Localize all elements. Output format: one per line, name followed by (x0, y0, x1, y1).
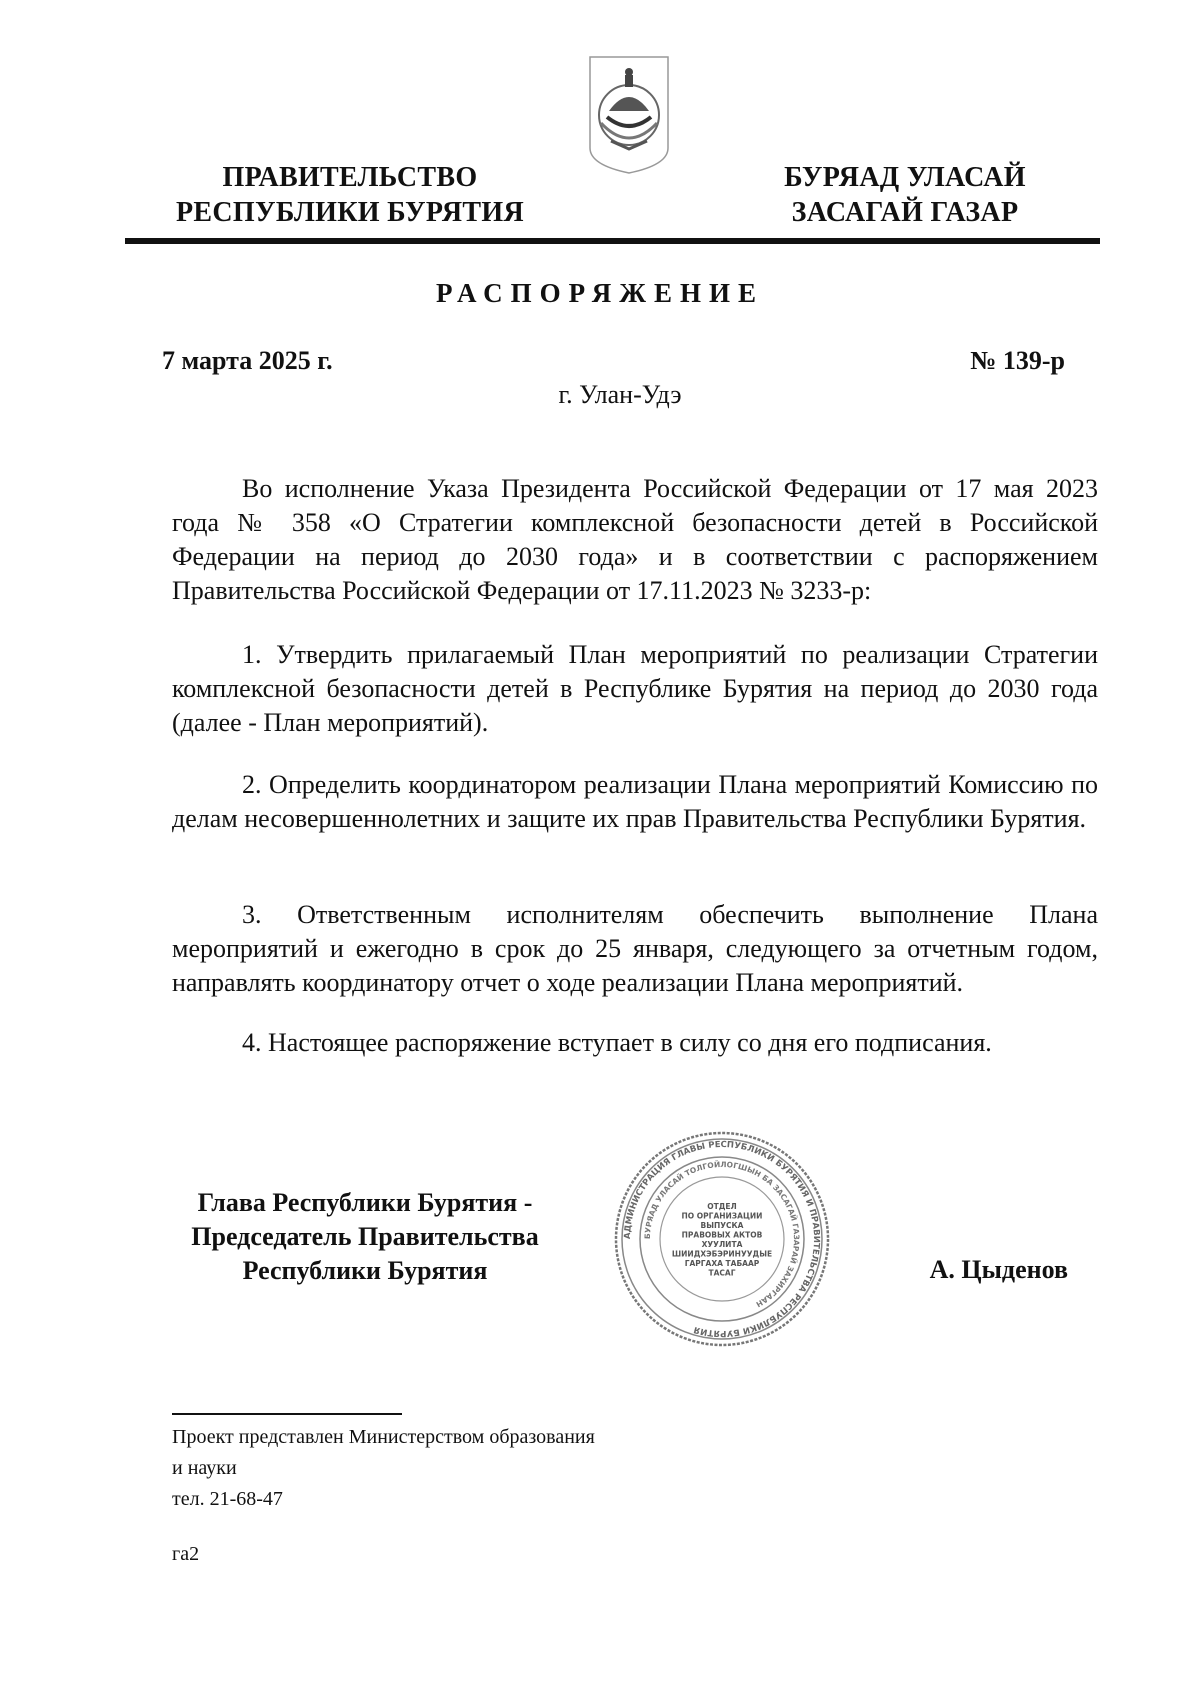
header-divider (125, 238, 1100, 244)
stamp-center-line: ОТДЕЛ (707, 1201, 737, 1211)
signatory-name: А. Цыденов (929, 1255, 1068, 1284)
footnote-line1: Проект представлен Министерством образования (172, 1426, 595, 1448)
document-date: 7 марта 2025 г. (162, 346, 333, 375)
header-right-line1: БУРЯАД УЛАСАЙ (784, 162, 1026, 193)
signatory-title-line2: Председатель Правительства (191, 1222, 539, 1251)
signatory-title-line1: Глава Республики Бурятия - (197, 1188, 533, 1217)
body-paragraph-3: 3. Ответственным исполнителям обеспечить выполнение Плана мероприятий и ежегодно в срок до 25 января, следующего за отчетным годом, направлять координатору отчет о ходе реализации Плана мероприятий. (172, 900, 1098, 997)
document-code: га2 (172, 1543, 200, 1565)
document-city: г. Улан-Удэ (558, 380, 682, 409)
header-right (760, 160, 1050, 230)
body-paragraph-4: 4. Настоящее распоряжение вступает в силу со дня его подписания. (242, 1028, 992, 1057)
document-number: № 139-р (970, 346, 1065, 375)
header-left-line2: РЕСПУБЛИКИ БУРЯТИЯ (176, 197, 524, 228)
stamp-center-line: ТАСАГ (708, 1268, 736, 1278)
stamp-center-line: ПО ОРГАНИЗАЦИИ (681, 1211, 763, 1221)
coat-of-arms-icon (587, 53, 671, 175)
stamp-inner-text: БУРЯАД УЛАСАЙ ТОЛГОЙЛОГШЫН БА ЗАСАГАЙ ГАЗАРАЙ ЗАХИРГААН (642, 1159, 802, 1309)
header-left-line1: ПРАВИТЕЛЬСТВО (222, 162, 478, 193)
stamp-center-line: ГАРГАХА ТАБААР (684, 1258, 760, 1268)
header-right-line2: ЗАСАГАЙ ГАЗАР (791, 197, 1019, 228)
body-paragraph-preamble: Во исполнение Указа Президента Российской Федерации от 17 мая 2023 года № 358 «О Стратегии комплексной безопасности детей в Российской Федерации на период до 2030 года» и в соответствии с распоряжением Правительства Российской Федерации от 17.11.2023 № 3233-р: (172, 474, 1098, 605)
body-paragraph-2: 2. Определить координатором реализации Плана мероприятий Комиссию по делам несовершеннолетних и защите их прав Правительства Республики Бурятия. (172, 770, 1098, 833)
footnote (172, 1422, 595, 1515)
footnote-divider (172, 1413, 402, 1415)
signatory-title (150, 1186, 580, 1288)
stamp-outer-text: АДМИНИСТРАЦИЯ ГЛАВЫ РЕСПУБЛИКИ БУРЯТИЯ И ПРАВИТЕЛЬСТВА РЕСПУБЛИКИ БУРЯТИЯ (622, 1139, 822, 1339)
footnote-line2: и науки (172, 1457, 237, 1479)
stamp-center-line: ПРАВОВЫХ АКТОВ (681, 1230, 763, 1240)
stamp-center-line: ХУУЛИТА (701, 1239, 743, 1249)
header-left (162, 160, 538, 230)
stamp-center-line: ВЫПУСКА (700, 1220, 744, 1230)
signatory-title-line3: Республики Бурятия (242, 1256, 488, 1285)
official-stamp-icon (613, 1130, 831, 1348)
stamp-center-line: ШИИДХЭБЭРИНУУДЫЕ (671, 1249, 773, 1259)
footnote-phone: тел. 21-68-47 (172, 1488, 283, 1510)
body-paragraph-1: 1. Утвердить прилагаемый План мероприятий по реализации Стратегии комплексной безопасности детей в Республике Бурятия на период до 2030 года (далее - План мероприятий). (172, 640, 1098, 737)
document-title: РАСПОРЯЖЕНИЕ (435, 278, 765, 308)
